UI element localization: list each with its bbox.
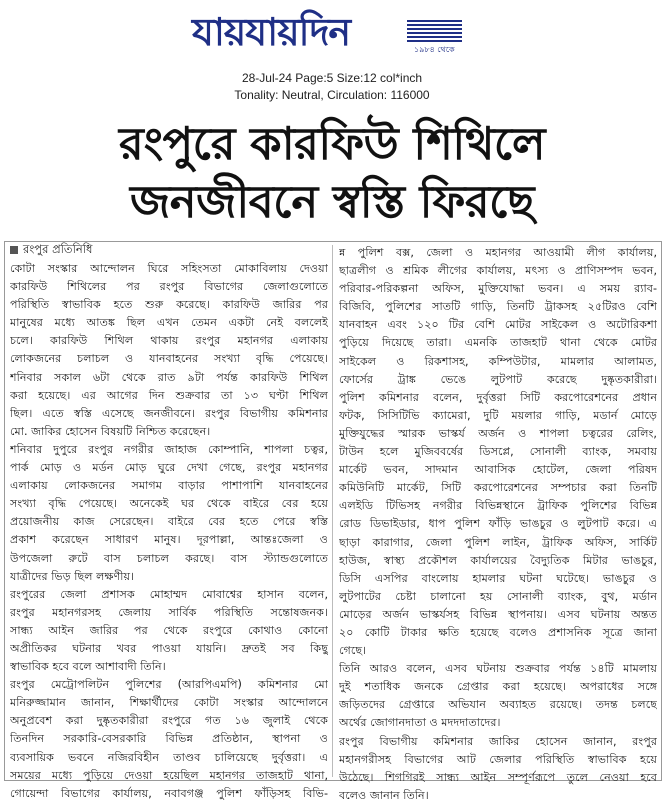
article-text-line: কমিউনিটি মার্কেট, সিটি করপোরেশনের সম্পচার করা তিনটি	[339, 481, 657, 495]
article-text-line: মো. জাকির হোসেন বিষয়টি নিশ্চিত করেছেন।	[10, 424, 211, 438]
article-text-line: উপজেলা রুটে বাস চলাচল করছে। বাস স্ট্যান্ডগুলোতে	[10, 551, 328, 565]
headline-line-1: রংপুরে কারফিউ শিথিলে	[118, 117, 546, 170]
logo-stripes-icon	[407, 20, 462, 42]
article-text-line: অনুপ্রবেশ করা দুষ্কৃতকারীরা রংপুরে গত ১৬ জুলাই থেকে	[10, 714, 328, 728]
article-text-line: এলাকায় লোকজনের সমাগম বাড়ার পাশাপাশি যানবাহনের	[10, 479, 328, 493]
article-text-line: প্রকাশ করেছেন সাধারণ মানুষ। দূরপাল্লা, আন্তঃজেলা ও	[10, 533, 328, 547]
article-text-line: পুড়িয়ে দিয়েছে তারা। এমনকি তাজহাট থানা থেকে মোটর	[339, 336, 657, 350]
article-text-line: পরিস্থিতি স্বাভাবিক হতে শুরু করেছে। কারফিউ জারির পর	[10, 298, 328, 312]
article-text-line: তিনি আরও বলেন, এসব ঘটনায় শুক্রবার পর্যন্ত ১৪টি মামলায়	[339, 662, 657, 676]
byline-text: রংপুর প্রতিনিধি	[23, 242, 93, 256]
article-text-line: ন্ন পুলিশ বক্স, জেলা ও মহানগর আওয়ামী লীগ কার্যালয়,	[339, 246, 657, 259]
article-text-line: সময়ের মধ্যে পুড়িয়ে দেওয়া হয়েছিল মহানগর তাজহাট থানা,	[10, 768, 328, 782]
article-text-line: চলে। কারফিউ শিথিল থাকায় রংপুর মহানগর এলাকায়	[10, 334, 328, 348]
article-text-line: বলেও জানান তিনি।	[339, 788, 429, 802]
newspaper-logo	[192, 6, 472, 62]
article-text-line: ডিসি এসপির বাংলোয় হামলার ঘটনা ঘটেছে। ভাঙচুর ও	[339, 571, 657, 585]
article-text-line: বিজিবি, পুলিশের সাতটি গাড়ি, তিনটি ট্রাকসহ ২৫টিরও বেশি	[339, 300, 657, 314]
square-bullet-icon	[10, 246, 18, 254]
article-column-left	[10, 260, 328, 803]
article-text-line: লুটপাটের চেষ্টা চালানো হয় সোনালী ব্যাংক, বুথ, মর্ডান	[339, 589, 657, 603]
article-text-line: সান্ধ্য আইন জারির পর থেকে রংপুরে কোথাও কোনো	[10, 623, 328, 637]
article-text-line: মুক্তিযুদ্ধের স্মারক ভাস্কর্য অর্জন ও শাপলা চত্বরের রেলিং,	[339, 426, 657, 440]
article-text-line: রংপুর মেট্রোপলিটন পুলিশের (আরপিএমপি) কমিশনার মো	[10, 678, 328, 692]
article-text-line: শনিবার দুপুরে রংপুর নগরীর জাহাজ কোম্পানি, শাপলা চত্বর,	[10, 442, 328, 456]
article-text-line: শনিবার সকাল ৬টা থেকে রাত ৯টা পর্যন্ত কারফিউ শিথিল	[10, 370, 328, 384]
article-text-line: গেছে।	[339, 644, 367, 658]
article-text-line: পুলিশ কমিশনার বলেন, দুর্বৃত্তরা সিটি করপোরেশনের প্রধান	[339, 390, 657, 404]
article-text-line: দুই শতাধিক জনকে গ্রেপ্তার করা হয়েছে। অপরাধের সঙ্গে	[339, 680, 657, 694]
byline	[10, 241, 92, 257]
article-text-line: অর্থের জোগানদাতা ও মদদদাতাদের।	[339, 716, 501, 730]
article-text-line: ২০ কোটি টাকার ক্ষতি হয়েছে বলেও প্রশাসনিক সূত্রে জানা	[339, 625, 657, 639]
article-text-line: যাত্রীদের ভিড় ছিল লক্ষণীয়।	[10, 569, 135, 583]
article-text-line: করা হয়েছে। এর আগের দিন শুক্রবার তা ১৩ ঘণ্টা শিথিল	[10, 388, 328, 402]
article-text-line: মানুষের মধ্যে আতঙ্ক ছিল এখন তেমন একটা নেই বললেই	[10, 316, 328, 330]
article-text-line: প্রয়োজনীয় কাজ সেরেছেন। বাইরে বের হতে পেরে স্বস্তি	[10, 515, 328, 529]
article-text-line: হাউজ, স্বাস্থ্য প্রকৌশল কার্যালয়ের বৈদ্যুতিক মিটার ভাঙচুর,	[339, 553, 657, 567]
article-text-line: যানবাহন এবং ১২০ টির বেশি মোটর সাইকেল ও অটোরিকশা	[339, 318, 657, 332]
masthead	[0, 0, 664, 64]
article-text-line: গোয়েন্দা বিভাগের কার্যালয়, নবাবগঞ্জ পুলিশ ফাঁড়িসহ বিভি-	[10, 786, 328, 800]
article-text-line: তিনদিন সরকারি-বেসরকারি বিভিন্ন প্রতিষ্ঠান, স্থাপনা ও	[10, 732, 328, 746]
article-text-line: অপ্রীতিকর ঘটনার খবর পাওয়া যায়নি। দ্রুতই সব কিছু	[10, 641, 328, 655]
article-text-line: ফটক, সিসিটিভি ক্যামেরা, দুটি ময়লার গাড়ি, মডার্ন মোড়ে	[339, 408, 657, 422]
article-text-line: রোড ডিভাইডার, ধাপ পুলিশ ফাঁড়ি ভাঙচুর ও লুটপাট করে। এ	[339, 517, 657, 531]
article-text-line: সংখ্যা বৃদ্ধি পেয়েছে। অনেকেই ঘর থেকে বাইরে বের হয়ে	[10, 497, 328, 511]
article-text-line: ছাত্রলীগ ও শ্রমিক লীগের কার্যালয়, মৎস্য ও প্রাণিসম্পদ ভবন,	[339, 264, 657, 278]
article-text-line: কারফিউ শিথিলের পর রংপুর বিভাগের জেলাগুলোতে	[10, 280, 328, 294]
article-text-line: পরিবার-পরিকল্পনা অফিস, মুক্তিযোদ্ধা ভবন। এ সময় র‍্যাব-	[339, 282, 657, 296]
article-text-line: রংপুর বিভাগীয় কমিশনার জাকির হোসেন জানান, রংপুর	[339, 734, 657, 748]
clip-meta-line-2: Tonality: Neutral, Circulation: 116000	[234, 88, 430, 102]
article-text-line: মোড়ের অর্জন ভাস্কর্যসহ বিভিন্ন স্থাপনায়। এসব ঘটনায় অন্তত	[339, 607, 657, 621]
logo-tagline: ১৯৮৪ থেকে	[414, 45, 455, 54]
article-text-line: সাইকেল ও রিকশাসহ, কম্পিউটার, মামলার আলামত,	[339, 354, 657, 368]
article-text-line: মার্কেট ভবন, সাদমান আবাসিক হোটেল, জেলা পরিষদ	[339, 463, 657, 477]
article-text-line: এলইডি টিভিসহ নগরীর বিভিন্নস্থানে ট্রাফিক পুলিশের বিভিন্ন	[339, 499, 657, 513]
clip-meta-line-1: 28-Jul-24 Page:5 Size:12 col*inch	[241, 71, 423, 85]
article-text-line: কোটা সংস্কার আন্দোলন ঘিরে সহিংসতা মোকাবিলায় দেওয়া	[10, 262, 328, 275]
article-text-line: লোকজনের চলাচল ও যানবাহনের সংখ্যা বৃদ্ধি পেয়েছে।	[10, 352, 328, 366]
article-text-line: ফোর্সের ট্রাঙ্ক ভেঙে লুটপাট করেছে দুষ্কৃতকারীরা।	[339, 372, 657, 386]
logo-wordmark: যায়যায়দিন	[192, 10, 351, 54]
article-text-line: মহানগরীসহ বিভাগের আট জেলার পরিস্থিতি স্বাভাবিক হয়ে	[339, 752, 657, 766]
article-text-line: রংপুরের জেলা প্রশাসক মোহাম্মদ মোবাশ্বের হাসান বলেন,	[10, 587, 328, 601]
article-text-line: পার্ক মোড় ও মর্ডন মোড় ঘুরে দেখা গেছে, রংপুর মহানগর	[10, 461, 328, 475]
article-text-line: মনিরুজ্জামান জানান, শিক্ষার্থীদের কোটা সংস্কার আন্দোলনে	[10, 696, 328, 710]
article-text-line: স্বাভাবিক হবে বলে আশাবাদী তিনি।	[10, 660, 166, 674]
article-text-line: ছিল। এতে স্বস্তি এসেছে জনজীবনে। রংপুর বিভাগীয় কমিশনার	[10, 406, 328, 420]
article-text-line: ব্যবসায়িক ভবনে নজিরবিহীন তাণ্ডব চালিয়েছে দুর্বৃত্তরা। এ	[10, 750, 328, 764]
article-text-line: টাউন হলে মুজিববর্ষের ডিসপ্লে, সোনালী ব্যাংক, সমবায়	[339, 445, 657, 459]
article-column-right	[339, 244, 657, 805]
headline-line-2: জনজীবনে স্বস্তি ফিরছে	[129, 175, 535, 228]
article-text-line: রংপুর মহানগরসহ জেলায় সার্বিক পরিস্থিতি সন্তোষজনক।	[10, 605, 328, 619]
article-text-line: উঠেছে। শিগগিরই সান্ধ্য আইন সম্পূর্ণরূপে তুলে নেওয়া হবে	[339, 770, 657, 784]
article-text-line: জড়িতদের গ্রেপ্তারে অভিযান অব্যাহত রয়েছে। তদন্ত চলছে	[339, 698, 657, 712]
column-divider	[332, 245, 333, 777]
article-text-line: ছাড়া কারাগার, জেলা পুলিশ লাইন, ট্রাফিক অফিস, সার্কিট	[339, 535, 657, 549]
